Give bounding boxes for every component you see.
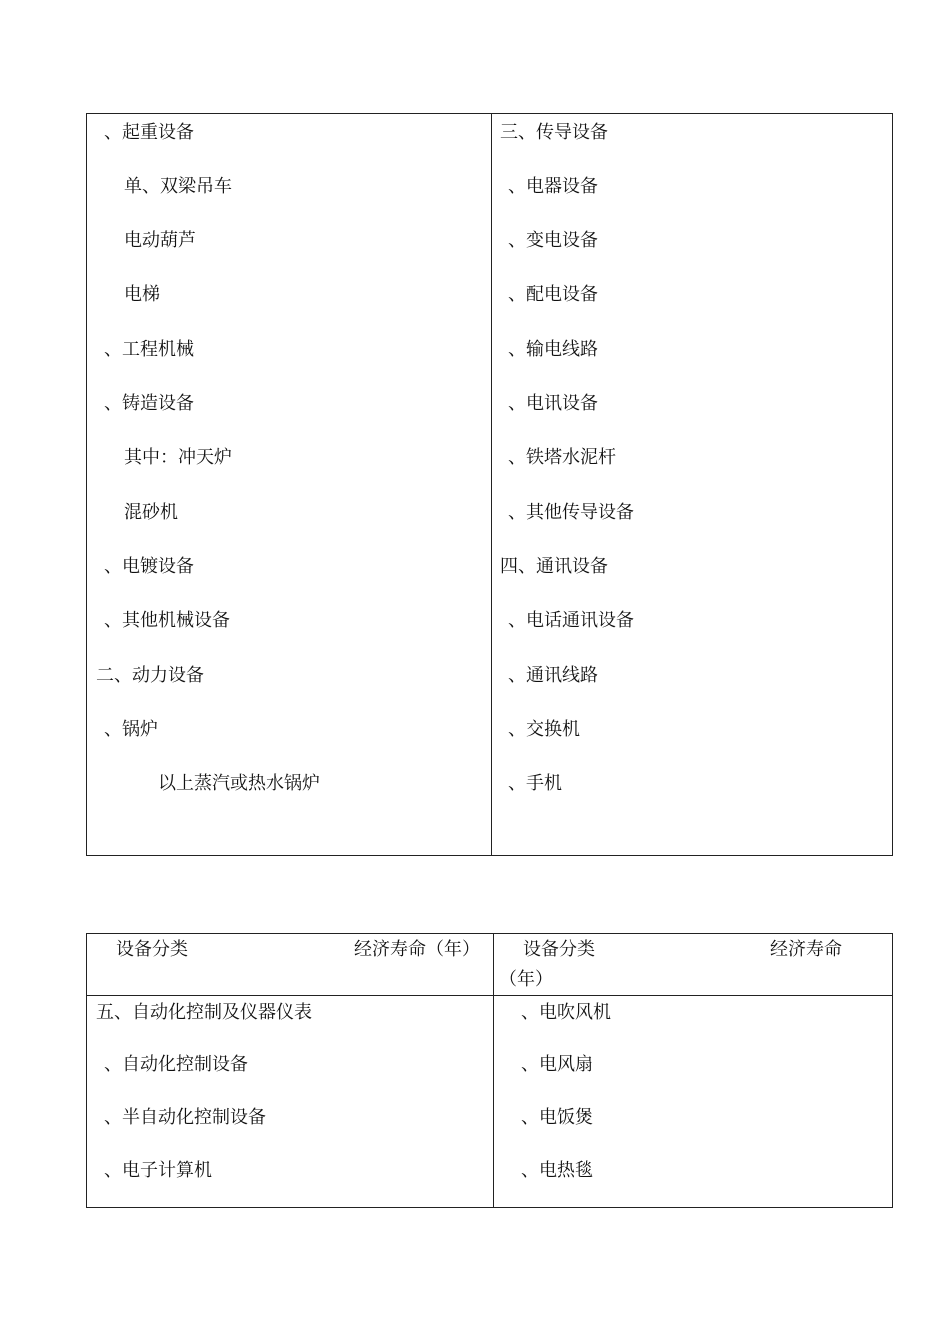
section-heading: 五、自动化控制及仪器仪表 (96, 1002, 312, 1023)
list-item: 、电镀设备 (104, 556, 194, 577)
list-item: 、输电线路 (508, 339, 598, 360)
equipment-table-1 (86, 113, 893, 856)
header-life-right-unit: （年） (499, 969, 553, 990)
header-divider (87, 995, 892, 996)
list-item: 混砂机 (124, 502, 178, 523)
equipment-table-2 (86, 933, 893, 1208)
list-item: 、铁塔水泥杆 (508, 447, 616, 468)
list-item: 其中：冲天炉 (124, 447, 232, 468)
list-item: 、变电设备 (508, 230, 598, 251)
header-category-left: 设备分类 (116, 939, 188, 960)
list-item: 电动葫芦 (124, 230, 196, 251)
list-item: 、铸造设备 (104, 393, 194, 414)
list-item: 、其他机械设备 (104, 610, 230, 631)
section-heading: 四、通讯设备 (500, 556, 608, 577)
list-item: 、配电设备 (508, 284, 598, 305)
list-item: 、电话通讯设备 (508, 610, 634, 631)
list-item: 、电子计算机 (104, 1160, 212, 1181)
header-category-right: 设备分类 (523, 939, 595, 960)
list-item: 、工程机械 (104, 339, 194, 360)
list-item: 、手机 (508, 773, 562, 794)
list-item: 、通讯线路 (508, 665, 598, 686)
header-life-right: 经济寿命 (770, 939, 842, 960)
list-item: 、交换机 (508, 719, 580, 740)
list-item: 、电饭煲 (521, 1107, 593, 1128)
list-item: 、自动化控制设备 (104, 1054, 248, 1075)
column-divider (493, 934, 494, 1207)
list-item: 、锅炉 (104, 719, 158, 740)
list-item: 、其他传导设备 (508, 502, 634, 523)
header-life-left: 经济寿命（年） (354, 939, 480, 960)
list-item: 、电器设备 (508, 176, 598, 197)
list-item: 、电风扇 (521, 1054, 593, 1075)
section-heading: 三、传导设备 (500, 122, 608, 143)
list-item: 、电讯设备 (508, 393, 598, 414)
section-heading: 二、动力设备 (96, 665, 204, 686)
list-item: 、电吹风机 (521, 1002, 611, 1023)
column-divider (491, 114, 492, 855)
list-item: 单、双梁吊车 (124, 176, 232, 197)
list-item: 、起重设备 (104, 122, 194, 143)
list-item: 、电热毯 (521, 1160, 593, 1181)
list-item: 电梯 (124, 284, 160, 305)
list-item: 以上蒸汽或热水锅炉 (158, 773, 320, 794)
list-item: 、半自动化控制设备 (104, 1107, 266, 1128)
